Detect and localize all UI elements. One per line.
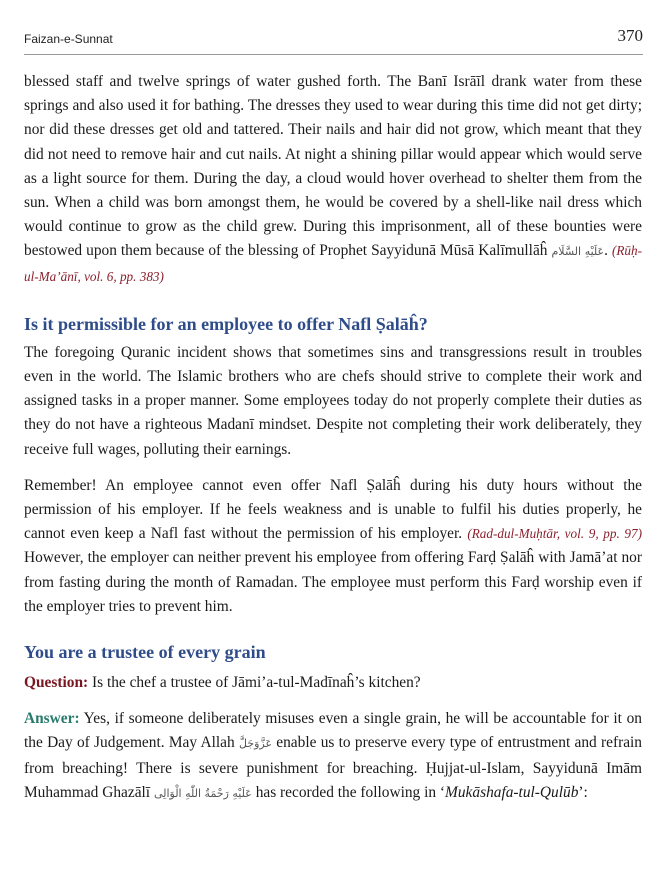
paragraph-employee-permission: [24, 474, 642, 619]
paragraph-punct: .: [604, 242, 612, 260]
paragraph-text: blessed staff and twelve springs of water gushed forth. The Banī Isrāīl drank water from these springs and also used it for bathing. The dresses they used to wear during this time did not get dirty; nor did these dresses get old and tattered. Their nails and hair did not grow, which meant that they did not need to remove hair and cut nails. At night a shining pillar would appear which would serve as a light source for them. During the day, a cloud would hover overhead to shelter them from the sun. When a child was born amongst them, he would be covered by a shell-like nail dress which would continue to grow as the child grew. During this imprisonment, all of these bounties were bestowed upon them because of the blessing of Prophet Sayyidunā Mūsā Kalīmullāĥ: [24, 73, 642, 260]
paragraph-quranic-incident: The foregoing Quranic incident shows that sometimes sins and transgressions result in troubles even in the world. The Islamic brothers who are chefs should strive to complete their work and assigned tasks in a proper manner. Some employees today do not properly complete their duties as they do not have a righteous Madanī mindset. Despite not completing their work deliberately, they receive full wages, polluting their earnings.: [24, 343, 642, 458]
answer-text: has recorded the following in ‘: [251, 783, 446, 801]
book-name: Mukāshafa-tul-Qulūb: [445, 783, 579, 801]
answer-text: enable us to preserve every type of entrustment and refrain from breaching! There is severe punishment for breaching. Ḥujjat-ul-Islam, Sayyidunā Imām Muhammad Ghazālī: [24, 734, 642, 801]
page-number: 370: [617, 26, 643, 45]
page-header: [24, 26, 643, 55]
question-paragraph: [24, 671, 642, 695]
answer-paragraph: [24, 707, 642, 806]
answer-text: ’:: [578, 783, 588, 801]
question-label: Question:: [24, 674, 89, 692]
answer-text: Yes, if someone deliberately misuses even a single grain, he will be accountable for it on the Day of Judgement. May Allah: [24, 710, 642, 752]
answer-label: Answer:: [24, 710, 80, 728]
arabic-honorific: عَلَيْهِ رَحْمَةُ اللّٰهِ الْوَالِى: [153, 786, 252, 800]
paragraph-text: However, the employer can neither prevent his employee from offering Farḍ Ṣalāĥ with Jamā’at nor from fasting during the month of Ramadan. The employee must perform this Farḍ worship even if the employer tries to prevent him.: [24, 549, 642, 615]
section-heading-nafl-salah: Is it permissible for an employee to offer Nafl Ṣalāĥ?: [24, 313, 428, 334]
section-heading-trustee: You are a trustee of every grain: [24, 642, 266, 663]
paragraph-staff-springs: [24, 70, 642, 289]
page-body: [24, 70, 642, 806]
arabic-honorific: عَزَّوَجَلَّ: [238, 737, 273, 751]
arabic-honorific: عَلَيْهِ السَّلَام: [551, 245, 605, 259]
question-text: Is the chef a trustee of Jāmi’a-tul-Madīnaĥ’s kitchen?: [88, 674, 421, 692]
paragraph-text: Remember! An employee cannot even offer Nafl Ṣalāĥ during his duty hours without the permission of his employer. If he feels weakness and is unable to fulfil his duties properly, he cannot even keep a Nafl fast without the permission of his employer.: [24, 476, 642, 543]
book-title: Faizan-e-Sunnat: [24, 32, 113, 46]
reference-citation: (Rad-dul-Muḥtār, vol. 9, pp. 97): [467, 526, 642, 542]
reference-citation: (Rūḥ-ul-Ma’ānī, vol. 6, pp. 383): [24, 243, 642, 284]
